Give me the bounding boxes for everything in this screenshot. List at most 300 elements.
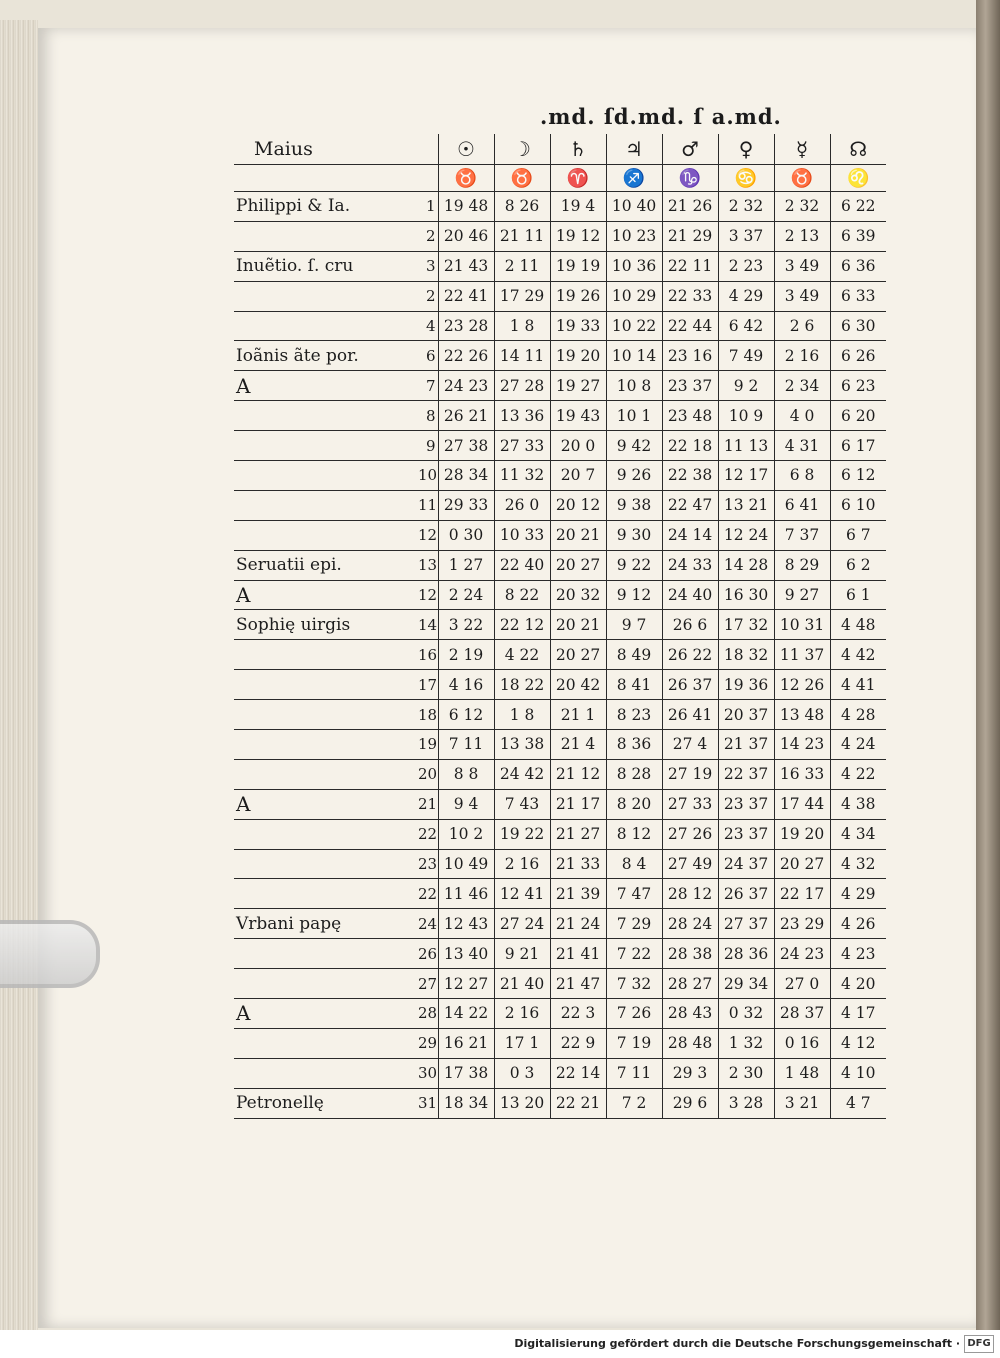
planet-symbol: ☽ — [494, 134, 550, 165]
value-cell: 4 26 — [830, 909, 886, 939]
value-cell: 4 31 — [774, 431, 830, 461]
day-number: 6 — [416, 341, 438, 371]
value-cell: 9 42 — [606, 431, 662, 461]
value-cell: 3 22 — [438, 610, 494, 640]
value-cell: 21 24 — [550, 909, 606, 939]
value-cell: 3 21 — [774, 1088, 830, 1118]
value-cell: 12 24 — [718, 520, 774, 550]
value-cell: 14 28 — [718, 550, 774, 580]
value-cell: 8 41 — [606, 670, 662, 700]
value-cell: 6 23 — [830, 371, 886, 401]
table-row — [234, 221, 886, 251]
value-cell: 24 40 — [662, 580, 718, 610]
value-cell: 2 13 — [774, 221, 830, 251]
value-cell: 22 12 — [494, 610, 550, 640]
table-row — [234, 251, 886, 281]
blank-cell — [234, 165, 438, 192]
table-row — [234, 789, 886, 819]
value-cell: 4 29 — [830, 879, 886, 909]
value-cell: 14 11 — [494, 341, 550, 371]
value-cell: 19 33 — [550, 311, 606, 341]
value-cell: 22 26 — [438, 341, 494, 371]
value-cell: 19 19 — [550, 251, 606, 281]
value-cell: 2 16 — [774, 341, 830, 371]
table-row — [234, 401, 886, 431]
day-number: 22 — [416, 879, 438, 909]
day-number: 16 — [416, 640, 438, 670]
value-cell: 2 6 — [774, 311, 830, 341]
row-label — [234, 401, 416, 431]
day-number: 30 — [416, 1058, 438, 1088]
value-cell: 17 32 — [718, 610, 774, 640]
table-row — [234, 909, 886, 939]
value-cell: 21 33 — [550, 849, 606, 879]
value-cell: 4 10 — [830, 1058, 886, 1088]
value-cell: 8 4 — [606, 849, 662, 879]
sign-header-row — [234, 165, 886, 192]
value-cell: 6 8 — [774, 461, 830, 491]
value-cell: 17 38 — [438, 1058, 494, 1088]
sign-symbol: ♌ — [830, 165, 886, 192]
row-label — [234, 700, 416, 730]
day-number: 21 — [416, 789, 438, 819]
planet-symbol: ♃ — [606, 134, 662, 165]
value-cell: 22 9 — [550, 1028, 606, 1058]
table-row — [234, 759, 886, 789]
value-cell: 26 6 — [662, 610, 718, 640]
value-cell: 4 28 — [830, 700, 886, 730]
row-label — [234, 1028, 416, 1058]
day-number: 17 — [416, 670, 438, 700]
value-cell: 1 32 — [718, 1028, 774, 1058]
value-cell: 0 16 — [774, 1028, 830, 1058]
value-cell: 12 26 — [774, 670, 830, 700]
value-cell: 8 20 — [606, 789, 662, 819]
value-cell: 19 26 — [550, 281, 606, 311]
value-cell: 6 2 — [830, 550, 886, 580]
value-cell: 19 48 — [438, 192, 494, 222]
value-cell: 6 39 — [830, 221, 886, 251]
table-row — [234, 1088, 886, 1118]
value-cell: 20 27 — [550, 550, 606, 580]
row-label — [234, 730, 416, 760]
value-cell: 7 47 — [606, 879, 662, 909]
row-label — [234, 819, 416, 849]
value-cell: 6 22 — [830, 192, 886, 222]
value-cell: 8 8 — [438, 759, 494, 789]
table-row — [234, 640, 886, 670]
value-cell: 4 48 — [830, 610, 886, 640]
row-label: Sophię uirgis — [234, 610, 416, 640]
value-cell: 12 43 — [438, 909, 494, 939]
day-number: 12 — [416, 520, 438, 550]
value-cell: 6 42 — [718, 311, 774, 341]
planet-symbol: ☉ — [438, 134, 494, 165]
value-cell: 0 3 — [494, 1058, 550, 1088]
value-cell: 20 12 — [550, 490, 606, 520]
row-label — [234, 1058, 416, 1088]
value-cell: 6 1 — [830, 580, 886, 610]
row-label — [234, 311, 416, 341]
value-cell: 19 4 — [550, 192, 606, 222]
row-label — [234, 849, 416, 879]
value-cell: 4 41 — [830, 670, 886, 700]
sign-symbol: ♉ — [494, 165, 550, 192]
value-cell: 3 49 — [774, 251, 830, 281]
ephemeris-table — [234, 134, 886, 1119]
value-cell: 27 33 — [662, 789, 718, 819]
table-row — [234, 969, 886, 999]
value-cell: 2 24 — [438, 580, 494, 610]
planet-symbol: ♀ — [718, 134, 774, 165]
value-cell: 17 1 — [494, 1028, 550, 1058]
value-cell: 4 0 — [774, 401, 830, 431]
value-cell: 21 43 — [438, 251, 494, 281]
table-row — [234, 520, 886, 550]
value-cell: 19 22 — [494, 819, 550, 849]
value-cell: 4 24 — [830, 730, 886, 760]
value-cell: 4 17 — [830, 999, 886, 1029]
value-cell: 7 2 — [606, 1088, 662, 1118]
table-row — [234, 192, 886, 222]
day-number: 18 — [416, 700, 438, 730]
value-cell: 3 49 — [774, 281, 830, 311]
table-row — [234, 1028, 886, 1058]
footer-bar — [0, 1330, 1000, 1358]
table-row — [234, 610, 886, 640]
value-cell: 23 48 — [662, 401, 718, 431]
value-cell: 4 38 — [830, 789, 886, 819]
value-cell: 24 23 — [774, 939, 830, 969]
planet-symbol: ☿ — [774, 134, 830, 165]
value-cell: 26 22 — [662, 640, 718, 670]
value-cell: 6 41 — [774, 490, 830, 520]
planet-symbol: ♄ — [550, 134, 606, 165]
value-cell: 4 32 — [830, 849, 886, 879]
month-label: Maius — [234, 134, 438, 165]
value-cell: 10 40 — [606, 192, 662, 222]
table-row — [234, 311, 886, 341]
sign-symbol: ♈ — [550, 165, 606, 192]
value-cell: 24 23 — [438, 371, 494, 401]
day-number: 9 — [416, 431, 438, 461]
value-cell: 8 29 — [774, 550, 830, 580]
value-cell: 26 37 — [718, 879, 774, 909]
value-cell: 2 19 — [438, 640, 494, 670]
row-label: Seruatii epi. — [234, 550, 416, 580]
value-cell: 0 32 — [718, 999, 774, 1029]
value-cell: 21 47 — [550, 969, 606, 999]
value-cell: 21 29 — [662, 221, 718, 251]
value-cell: 21 1 — [550, 700, 606, 730]
value-cell: 22 14 — [550, 1058, 606, 1088]
value-cell: 1 48 — [774, 1058, 830, 1088]
value-cell: 2 16 — [494, 999, 550, 1029]
value-cell: 6 26 — [830, 341, 886, 371]
row-label — [234, 969, 416, 999]
value-cell: 28 24 — [662, 909, 718, 939]
value-cell: 27 37 — [718, 909, 774, 939]
value-cell: 20 21 — [550, 610, 606, 640]
value-cell: 26 37 — [662, 670, 718, 700]
value-cell: 28 34 — [438, 461, 494, 491]
row-label: Vrbani papę — [234, 909, 416, 939]
table-row — [234, 1058, 886, 1088]
value-cell: 2 30 — [718, 1058, 774, 1088]
value-cell: 12 17 — [718, 461, 774, 491]
sign-symbol: ♋ — [718, 165, 774, 192]
value-cell: 21 12 — [550, 759, 606, 789]
value-cell: 18 34 — [438, 1088, 494, 1118]
row-label — [234, 939, 416, 969]
value-cell: 1 27 — [438, 550, 494, 580]
value-cell: 26 0 — [494, 490, 550, 520]
table-row — [234, 490, 886, 520]
value-cell: 2 16 — [494, 849, 550, 879]
value-cell: 28 12 — [662, 879, 718, 909]
day-number: 11 — [416, 490, 438, 520]
value-cell: 18 32 — [718, 640, 774, 670]
value-cell: 29 6 — [662, 1088, 718, 1118]
table-row — [234, 670, 886, 700]
value-cell: 20 7 — [550, 461, 606, 491]
value-cell: 3 37 — [718, 221, 774, 251]
value-cell: 9 12 — [606, 580, 662, 610]
value-cell: 9 2 — [718, 371, 774, 401]
value-cell: 13 40 — [438, 939, 494, 969]
value-cell: 20 27 — [550, 640, 606, 670]
value-cell: 19 20 — [550, 341, 606, 371]
value-cell: 22 38 — [662, 461, 718, 491]
value-cell: 28 43 — [662, 999, 718, 1029]
value-cell: 19 43 — [550, 401, 606, 431]
planet-symbol: ♂ — [662, 134, 718, 165]
value-cell: 21 40 — [494, 969, 550, 999]
day-number: 2 — [416, 281, 438, 311]
value-cell: 29 33 — [438, 490, 494, 520]
value-cell: 10 14 — [606, 341, 662, 371]
value-cell: 22 3 — [550, 999, 606, 1029]
value-cell: 21 4 — [550, 730, 606, 760]
value-cell: 29 34 — [718, 969, 774, 999]
value-cell: 22 11 — [662, 251, 718, 281]
table-row — [234, 371, 886, 401]
value-cell: 6 20 — [830, 401, 886, 431]
row-label: Philippi & Ia. — [234, 192, 416, 222]
value-cell: 28 37 — [774, 999, 830, 1029]
table-row — [234, 879, 886, 909]
value-cell: 12 27 — [438, 969, 494, 999]
row-label — [234, 490, 416, 520]
value-cell: 8 26 — [494, 192, 550, 222]
value-cell: 14 22 — [438, 999, 494, 1029]
row-label: A — [234, 371, 416, 401]
value-cell: 27 26 — [662, 819, 718, 849]
value-cell: 7 29 — [606, 909, 662, 939]
value-cell: 28 38 — [662, 939, 718, 969]
row-label — [234, 520, 416, 550]
value-cell: 0 30 — [438, 520, 494, 550]
value-cell: 9 7 — [606, 610, 662, 640]
value-cell: 8 23 — [606, 700, 662, 730]
value-cell: 7 32 — [606, 969, 662, 999]
value-cell: 7 37 — [774, 520, 830, 550]
value-cell: 13 38 — [494, 730, 550, 760]
value-cell: 24 33 — [662, 550, 718, 580]
value-cell: 21 39 — [550, 879, 606, 909]
value-cell: 20 21 — [550, 520, 606, 550]
value-cell: 4 29 — [718, 281, 774, 311]
value-cell: 10 49 — [438, 849, 494, 879]
value-cell: 12 41 — [494, 879, 550, 909]
value-cell: 14 23 — [774, 730, 830, 760]
value-cell: 10 9 — [718, 401, 774, 431]
value-cell: 9 27 — [774, 580, 830, 610]
day-number: 3 — [416, 251, 438, 281]
value-cell: 22 21 — [550, 1088, 606, 1118]
value-cell: 2 32 — [718, 192, 774, 222]
table-row — [234, 431, 886, 461]
table-row — [234, 281, 886, 311]
value-cell: 4 34 — [830, 819, 886, 849]
value-cell: 20 46 — [438, 221, 494, 251]
row-label — [234, 461, 416, 491]
row-label — [234, 640, 416, 670]
value-cell: 23 28 — [438, 311, 494, 341]
value-cell: 21 17 — [550, 789, 606, 819]
value-cell: 10 8 — [606, 371, 662, 401]
value-cell: 16 21 — [438, 1028, 494, 1058]
planet-symbol: ☊ — [830, 134, 886, 165]
row-label — [234, 759, 416, 789]
stacked-page-edges — [0, 20, 38, 1330]
value-cell: 6 12 — [438, 700, 494, 730]
value-cell: 9 26 — [606, 461, 662, 491]
value-cell: 27 49 — [662, 849, 718, 879]
value-cell: 6 7 — [830, 520, 886, 550]
row-label — [234, 670, 416, 700]
value-cell: 20 37 — [718, 700, 774, 730]
table-row — [234, 849, 886, 879]
value-cell: 13 20 — [494, 1088, 550, 1118]
value-cell: 4 22 — [494, 640, 550, 670]
sign-symbol: ♉ — [438, 165, 494, 192]
row-label — [234, 879, 416, 909]
value-cell: 4 42 — [830, 640, 886, 670]
value-cell: 8 36 — [606, 730, 662, 760]
value-cell: 10 2 — [438, 819, 494, 849]
value-cell: 21 27 — [550, 819, 606, 849]
value-cell: 10 1 — [606, 401, 662, 431]
value-cell: 23 29 — [774, 909, 830, 939]
value-cell: 24 37 — [718, 849, 774, 879]
table-row — [234, 461, 886, 491]
value-cell: 8 22 — [494, 580, 550, 610]
value-cell: 27 0 — [774, 969, 830, 999]
value-cell: 27 33 — [494, 431, 550, 461]
sign-symbol: ♑ — [662, 165, 718, 192]
page-clip — [0, 920, 100, 988]
value-cell: 27 4 — [662, 730, 718, 760]
value-cell: 13 48 — [774, 700, 830, 730]
value-cell: 17 29 — [494, 281, 550, 311]
day-number: 22 — [416, 819, 438, 849]
value-cell: 9 22 — [606, 550, 662, 580]
day-number: 12 — [416, 580, 438, 610]
value-cell: 7 11 — [438, 730, 494, 760]
value-cell: 19 12 — [550, 221, 606, 251]
day-number: 4 — [416, 311, 438, 341]
day-number: 20 — [416, 759, 438, 789]
value-cell: 4 22 — [830, 759, 886, 789]
value-cell: 11 32 — [494, 461, 550, 491]
column-heading: .md. ſd.md. ſ a.md. — [540, 104, 782, 129]
day-number: 23 — [416, 849, 438, 879]
day-number: 29 — [416, 1028, 438, 1058]
day-number: 19 — [416, 730, 438, 760]
table-row — [234, 341, 886, 371]
planet-header-row — [234, 134, 886, 165]
value-cell: 1 8 — [494, 311, 550, 341]
table-row — [234, 999, 886, 1029]
value-cell: 9 21 — [494, 939, 550, 969]
day-number: 26 — [416, 939, 438, 969]
value-cell: 10 23 — [606, 221, 662, 251]
table-row — [234, 939, 886, 969]
value-cell: 21 41 — [550, 939, 606, 969]
value-cell: 11 46 — [438, 879, 494, 909]
value-cell: 11 13 — [718, 431, 774, 461]
value-cell: 4 7 — [830, 1088, 886, 1118]
value-cell: 10 31 — [774, 610, 830, 640]
value-cell: 18 22 — [494, 670, 550, 700]
day-number: 31 — [416, 1088, 438, 1118]
day-number: 27 — [416, 969, 438, 999]
value-cell: 2 23 — [718, 251, 774, 281]
table-row — [234, 550, 886, 580]
value-cell: 13 36 — [494, 401, 550, 431]
row-label: Inuẽtio. ſ. cru — [234, 251, 416, 281]
value-cell: 11 37 — [774, 640, 830, 670]
table-row — [234, 580, 886, 610]
value-cell: 29 3 — [662, 1058, 718, 1088]
value-cell: 23 16 — [662, 341, 718, 371]
day-number: 7 — [416, 371, 438, 401]
value-cell: 9 38 — [606, 490, 662, 520]
value-cell: 13 21 — [718, 490, 774, 520]
day-number: 1 — [416, 192, 438, 222]
value-cell: 8 49 — [606, 640, 662, 670]
row-label: A — [234, 999, 416, 1029]
value-cell: 7 43 — [494, 789, 550, 819]
value-cell: 1 8 — [494, 700, 550, 730]
value-cell: 24 42 — [494, 759, 550, 789]
value-cell: 21 11 — [494, 221, 550, 251]
value-cell: 6 12 — [830, 461, 886, 491]
day-number: 24 — [416, 909, 438, 939]
value-cell: 27 28 — [494, 371, 550, 401]
value-cell: 8 12 — [606, 819, 662, 849]
table-row — [234, 819, 886, 849]
row-label: A — [234, 789, 416, 819]
value-cell: 9 4 — [438, 789, 494, 819]
value-cell: 7 49 — [718, 341, 774, 371]
value-cell: 7 26 — [606, 999, 662, 1029]
value-cell: 22 41 — [438, 281, 494, 311]
day-number: 2 — [416, 221, 438, 251]
value-cell: 19 20 — [774, 819, 830, 849]
value-cell: 6 36 — [830, 251, 886, 281]
